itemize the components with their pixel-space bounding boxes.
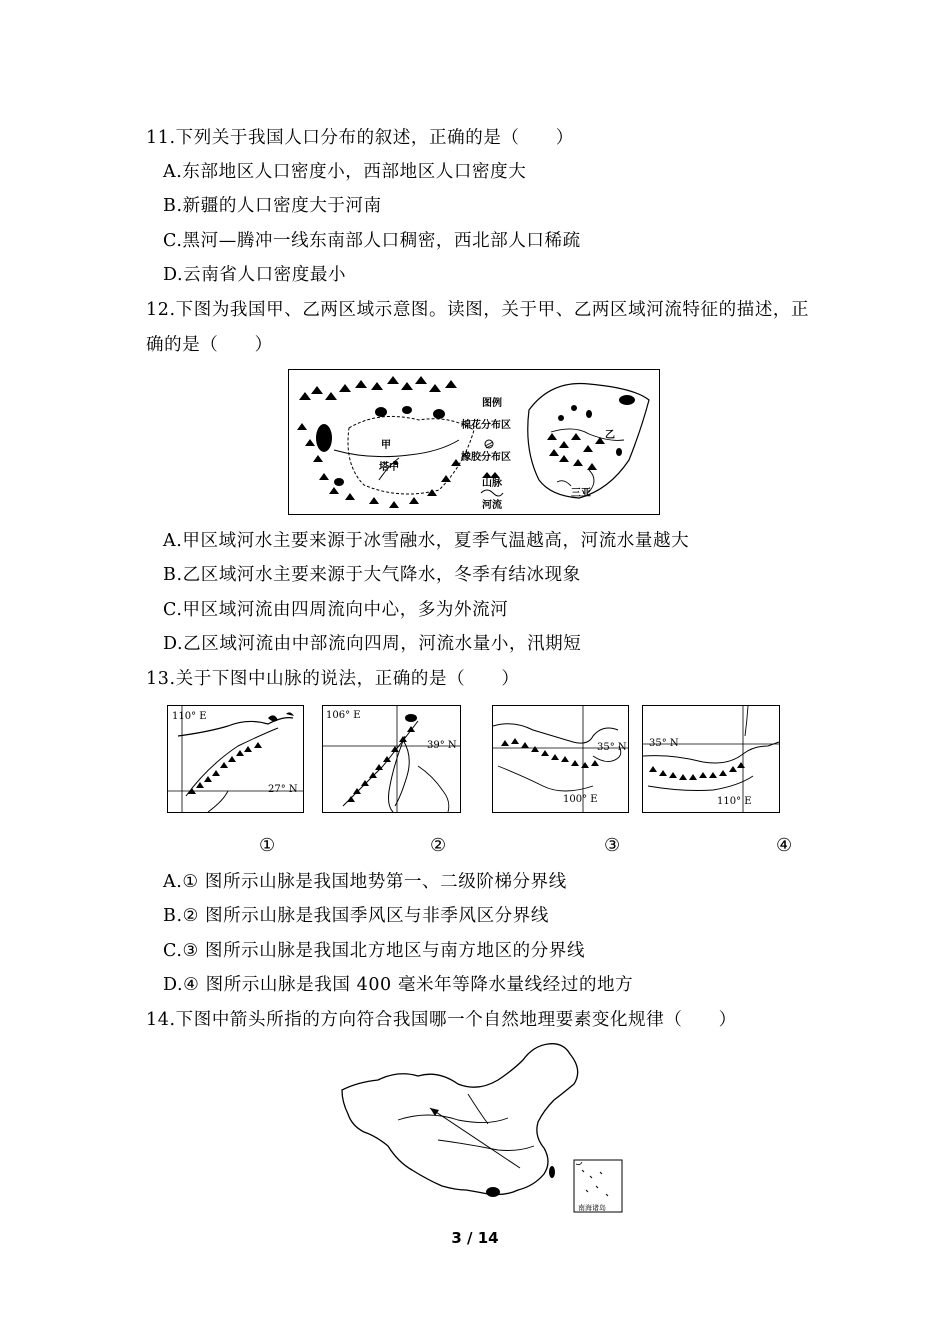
map-12-regions <box>288 369 660 515</box>
legend-mountain: 山脉 <box>482 478 502 489</box>
map-12-drawing <box>289 370 659 514</box>
question-11-option-c: C.黑河—腾冲一线东南部人口稠密，西北部人口稀疏 <box>163 231 581 251</box>
question-12-option-d: D.乙区域河流由中部流向四周，河流水量小，汛期短 <box>163 634 582 654</box>
mountain-map-4 <box>642 705 780 813</box>
question-14-stem: 14.下图中箭头所指的方向符合我国哪一个自然地理要素变化规律（ ） <box>146 1010 737 1030</box>
mountain-map-1 <box>167 705 304 813</box>
mountain-map-2 <box>322 705 461 813</box>
map-2-lon: 106° E <box>326 710 361 721</box>
legend-river: 河流 <box>482 500 502 511</box>
question-13-option-b: B.② 图所示山脉是我国季风区与非季风区分界线 <box>163 906 549 926</box>
map-1-lat: 27° N <box>268 784 298 795</box>
map-4-lon: 110° E <box>717 796 752 807</box>
question-11-option-b: B.新疆的人口密度大于河南 <box>163 196 382 216</box>
question-12-option-c: C.甲区域河流由四周流向中心，多为外流河 <box>163 600 509 620</box>
map-number-2: ② <box>430 835 447 856</box>
question-12-option-a: A.甲区域河水主要来源于冰雪融水，夏季气温越高，河流水量越大 <box>163 531 690 551</box>
question-11-stem: 11.下列关于我国人口分布的叙述，正确的是（ ） <box>146 128 574 148</box>
mountain-map-3-drawing <box>493 706 628 812</box>
legend-rubber: 橡胶分布区 <box>461 452 511 463</box>
map-4-lat: 35° N <box>649 738 679 749</box>
label-tazhong: 塔中 <box>379 462 399 473</box>
mountain-map-2-drawing <box>323 706 460 812</box>
map-number-1: ① <box>259 835 276 856</box>
map-1-lon: 110° E <box>172 711 207 722</box>
legend-cotton: 棉花分布区 <box>461 420 511 431</box>
map-number-4: ④ <box>776 835 793 856</box>
map-number-3: ③ <box>604 835 621 856</box>
question-12-stem-line2: 确的是（ ） <box>146 335 273 355</box>
question-13-option-c: C.③ 图所示山脉是我国北方地区与南方地区的分界线 <box>163 941 586 961</box>
question-11-option-a: A.东部地区人口密度小，西部地区人口密度大 <box>163 162 527 182</box>
map-3-lon: 100° E <box>563 794 598 805</box>
map-14-china <box>338 1040 628 1216</box>
question-13-stem: 13.关于下图中山脉的说法，正确的是（ ） <box>146 669 520 689</box>
label-sanya: 三亚 <box>571 488 591 499</box>
page-number: 3 / 14 <box>451 1229 499 1247</box>
map-2-lat: 39° N <box>427 740 457 751</box>
label-jia: 甲 <box>381 440 391 451</box>
question-13-option-d: D.④ 图所示山脉是我国 400 毫米年等降水量线经过的地方 <box>163 975 634 995</box>
question-11-option-d: D.云南省人口密度最小 <box>163 265 347 285</box>
map-14-inset-label: 南海诸岛 <box>578 1204 606 1212</box>
map-3-lat: 35° N <box>597 742 627 753</box>
mountain-map-4-drawing <box>643 706 779 812</box>
label-yi: 乙 <box>605 430 615 441</box>
map-14-drawing <box>338 1040 628 1216</box>
mountain-map-3 <box>492 705 629 813</box>
question-12-stem-line1: 12.下图为我国甲、乙两区域示意图。读图，关于甲、乙两区域河流特征的描述，正 <box>146 300 810 320</box>
question-13-option-a: A.① 图所示山脉是我国地势第一、二级阶梯分界线 <box>163 872 567 892</box>
question-12-option-b: B.乙区域河水主要来源于大气降水，冬季有结冰现象 <box>163 565 581 585</box>
legend-title: 图例 <box>482 398 502 409</box>
